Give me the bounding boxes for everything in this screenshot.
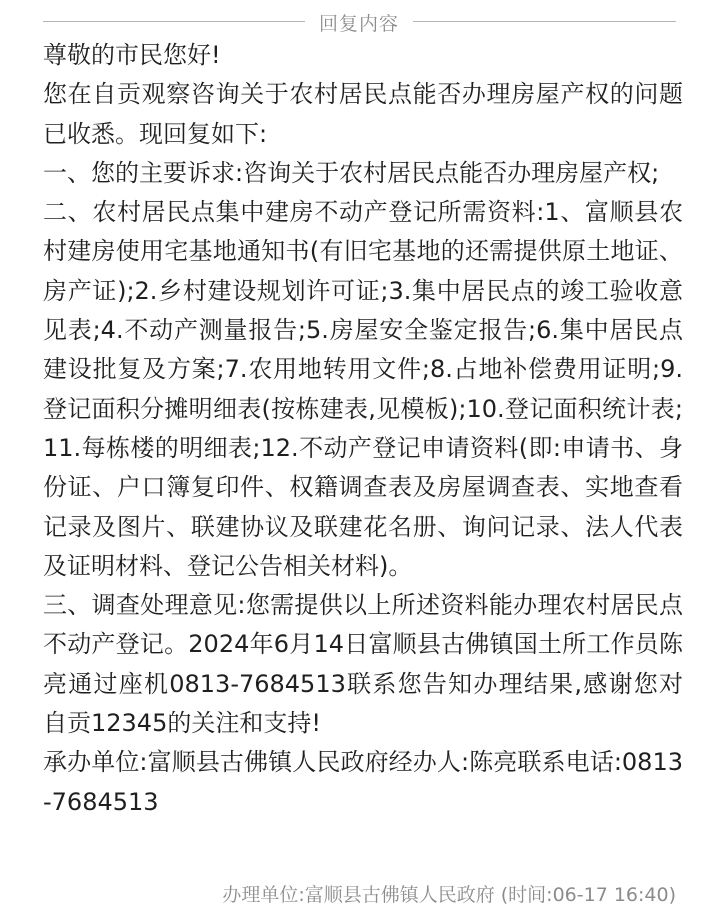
header-divider-left: [43, 21, 305, 22]
reply-item-handling-opinion: 三、调查处理意见:您需提供以上所述资料能办理农村居民点不动产登记。2024年6月14日富顺县古佛镇国土所工作员陈亮通过座机0813-7684513联系您告知办理结果,感谢您对自贡12345的关注和支持!: [43, 591, 683, 738]
reply-contact-info: 承办单位:富顺县古佛镇人民政府经办人:陈亮联系电话:0813-7684513: [43, 748, 683, 816]
reply-content: [43, 36, 683, 822]
reply-greeting: 尊敬的市民您好!: [43, 41, 221, 69]
reply-section-header: [0, 8, 720, 34]
handling-unit-footer: 办理单位:富顺县古佛镇人民政府 (时间:06-17 16:40): [222, 884, 676, 906]
header-divider-right: [413, 21, 676, 22]
reply-item-required-documents: 二、农村居民点集中建房不动产登记所需资料:1、富顺县农村建房使用宅基地通知书(有旧宅基地的还需提供原土地证、房产证);2.乡村建设规划许可证;3.集中居民点的竣工验收意见表;4.不动产测量报告;5.房屋安全鉴定报告;6.集中居民点建设批复及方案;7.农用地转用文件;8.占地补偿费用证明;9.登记面积分摊明细表(按栋建表,见模板);10.登记面积统计表;11.每栋楼的明细表;12.不动产登记申请资料(即:申请书、身份证、户口簿复印件、权籍调查表及房屋调查表、实地查看记录及图片、联建协议及联建花名册、询问记录、法人代表及证明材料、登记公告相关材料)。: [43, 198, 683, 580]
reply-item-main-request: 一、您的主要诉求:咨询关于农村居民点能否办理房屋产权;: [43, 158, 660, 187]
reply-intro: 您在自贡观察咨询关于农村居民点能否办理房屋产权的问题已收悉。现回复如下:: [43, 80, 683, 148]
reply-section-title: 回复内容: [318, 13, 399, 35]
